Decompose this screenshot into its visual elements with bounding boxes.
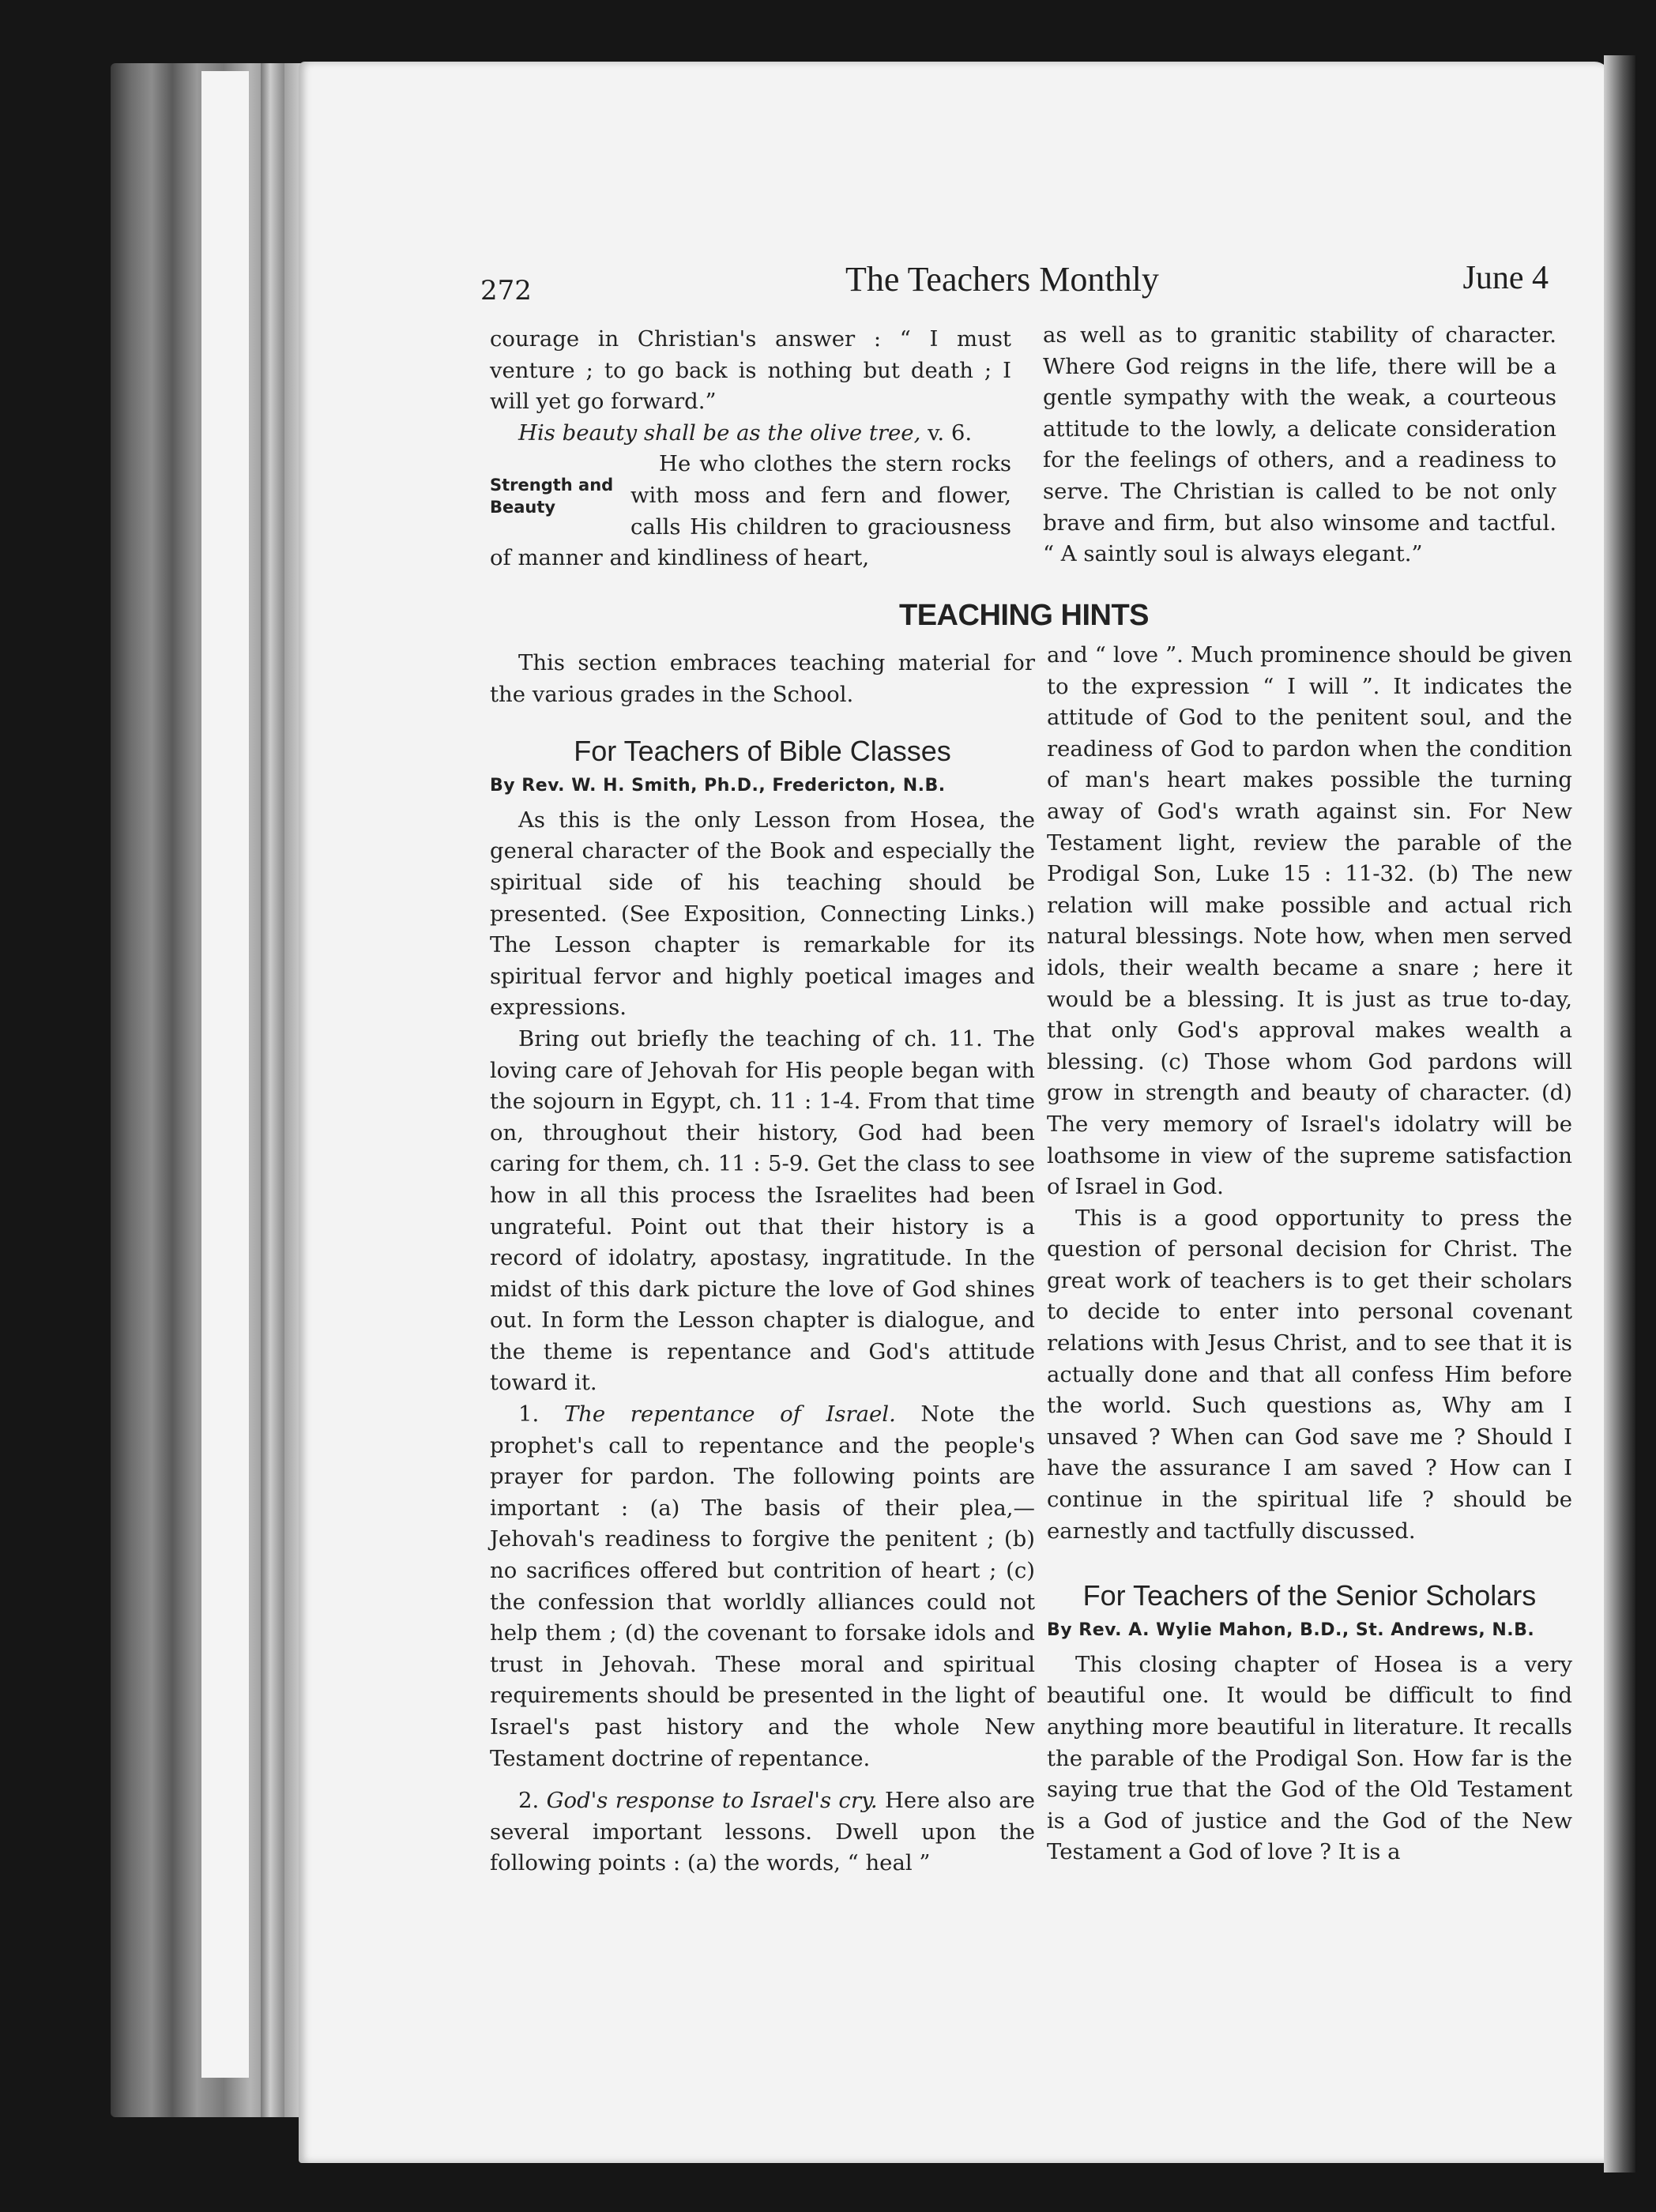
paragraph: Bring out briefly the teaching of ch. 11. The loving care of Jehovah for His people began with the sojourn in Egypt, ch. 11 : 1-4. From that time on, throughout their history, God had been caring for them, ch. 11 : 5-9. Get the class to see how in all this process the Israelites had been ungrateful. Point out that their history is a record of idolatry, apostasy, ingratitude. In the midst of this dark picture the love of God shines out. In form the Lesson chapter is dialogue, and the theme is repentance and God's attitude toward it. <box>490 1025 1035 1396</box>
senior-scholars-byline: By Rev. A. Wylie Mahon, B.D., St. Andrews, N.B. <box>1047 1620 1535 1641</box>
paragraph: as well as to granitic stability of character. Where God reigns in the life, there will be a gentle sympathy with the weak, a courteous attitude to the lowly, a delicate consideration for the feelings of others, and a readiness to serve. The Christian is called to be not only brave and firm, but also winsome and tactful. “ A saintly soul is always elegant.” <box>1043 322 1556 567</box>
sidenote-block <box>490 449 1011 574</box>
running-header <box>474 259 1564 314</box>
verse-quote: His beauty shall be as the olive tree, <box>518 419 921 446</box>
margin-note: Strength and Beauty <box>490 476 614 517</box>
bottom-right-column <box>1047 640 1572 1868</box>
intro-paragraph: This section embraces teaching material for the various grades in the School. <box>490 650 1035 707</box>
page-edge-band <box>201 71 249 2078</box>
top-left-column <box>490 324 1011 574</box>
section-heading: TEACHING HINTS <box>899 599 1149 632</box>
issue-date: June 4 <box>1462 260 1549 296</box>
item-number: 1. <box>518 1401 564 1428</box>
item-title: The repentance of Israel. <box>563 1401 896 1428</box>
paragraph: courage in Christian's answer : “ I must venture ; to go back is nothing but death ; I will yet go forward.” <box>490 326 1011 415</box>
item-title: God's response to Israel's cry. <box>546 1788 878 1814</box>
numbered-paragraph <box>490 1785 1035 1879</box>
page-edge-stripe <box>261 63 284 2117</box>
book-right-edge <box>1604 55 1635 2172</box>
bible-classes-byline: By Rev. W. H. Smith, Ph.D., Fredericton, N.B. <box>490 776 946 796</box>
paragraph: As this is the only Lesson from Hosea, the general character of the Book and especially the spiritual side of his teaching should be presented. (See Exposition, Connecting Links.) The Lesson chapter is remarkable for its spiritual fervor and highly poetical images and expressions. <box>490 807 1035 1021</box>
item-text: Note the prophet's call to repentance and the people's prayer for pardon. The following points are important : (a) The basis of their plea,—Jehovah's readiness to forgive the penitent ; (b) no sacrifices offered but contrition of heart ; (c) the confession that worldly alliances could not help them ; (d) the covenant to forsake idols and trust in Jehovah. These moral and spiritual requirements should be presented in the light of Israel's past history and the whole New Testament doctrine of repentance. <box>490 1401 1035 1771</box>
item-number: 2. <box>518 1788 547 1814</box>
paragraph: and “ love ”. Much prominence should be given to the expression “ I will ”. It indicates the attitude of God to the penitent soul, and the readiness of God to pardon when the condition of man's heart makes possible the turning away of God's wrath against sin. For New Testament light, review the parable of the Prodigal Son, Luke 15 : 11-32. (b) The new relation will make possible and actual rich natural blessings. Note how, when men served idols, their wealth became a snare ; here it would be a blessing. It is just as true to-day, that only God's approval makes wealth a blessing. (c) Those whom God pardons will grow in strength and beauty of character. (d) The very memory of Israel's idolatry will be loathsome in view of the supreme satisfaction of Israel in God. <box>1047 642 1572 1200</box>
paragraph: He who clothes the stern rocks with moss and fern and flower, calls His children to graciousness of manner and kindliness of heart, <box>490 451 1011 571</box>
senior-scholars-heading: For Teachers of the Senior Scholars <box>1082 1579 1537 1612</box>
numbered-paragraph <box>490 1399 1035 1774</box>
top-right-column <box>1043 320 1556 570</box>
verse-reference: v. 6. <box>920 419 973 446</box>
page-number: 272 <box>480 275 532 307</box>
paragraph: This closing chapter of Hosea is a very beautiful one. It would be difficult to find anything more beautiful in literature. It recalls the parable of the Prodigal Son. How far is the saying true that the God of the Old Testament is a God of justice and the God of the New Testament a God of love ? It is a <box>1047 1651 1572 1865</box>
journal-title: The Teachers Monthly <box>845 260 1159 299</box>
item-text: Here also are several important lessons. Dwell upon the following points : (a) the words, “ heal ” <box>490 1788 1035 1876</box>
bible-classes-heading: For Teachers of Bible Classes <box>574 735 951 768</box>
verse-line <box>490 418 1011 450</box>
bottom-left-column <box>490 648 1035 1879</box>
book-page-edges <box>111 63 316 2117</box>
paragraph: This is a good opportunity to press the question of personal decision for Christ. The great work of teachers is to get their scholars to decide to enter into personal covenant relations with Jesus Christ, and to see that it is actually done and that all confess Him before the world. Such questions as, Why am I unsaved ? When can God save me ? Should I have the assurance I am saved ? How can I continue in the spiritual life ? should be earnestly and tactfully discussed. <box>1047 1205 1572 1544</box>
